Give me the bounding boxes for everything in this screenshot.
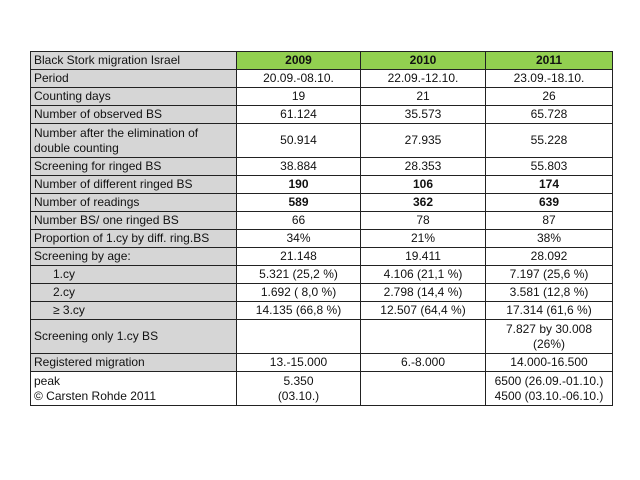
cell-2010 [361, 320, 486, 354]
cell-2009 [237, 372, 361, 406]
row-label-line-2: double counting [34, 140, 119, 155]
row-label: Proportion of 1.cy by diff. ring.BS [31, 230, 237, 248]
cell-2011 [486, 320, 613, 354]
table-row [31, 266, 613, 284]
cell-2011: 7.197 (25,6 %) [486, 266, 613, 284]
cell-2011: 65.728 [486, 106, 613, 124]
cell-2010: 106 [361, 176, 486, 194]
row-label: Number BS/ one ringed BS [31, 212, 237, 230]
cell-2010: 28.353 [361, 158, 486, 176]
row-label: Screening only 1.cy BS [31, 320, 237, 354]
cell-2011: 55.228 [486, 124, 613, 158]
row-label: 1.cy [31, 266, 237, 284]
cell-2010 [361, 372, 486, 406]
cell-2009: 190 [237, 176, 361, 194]
cell-2011: 26 [486, 88, 613, 106]
table-row [31, 158, 613, 176]
cell-2011 [486, 372, 613, 406]
cell-2009 [237, 320, 361, 354]
cell-2010: 27.935 [361, 124, 486, 158]
cell-2011-line-1: 6500 (26.09.-01.10.) [494, 373, 604, 388]
cell-2010: 2.798 (14,4 %) [361, 284, 486, 302]
row-label: Counting days [31, 88, 237, 106]
table-row [31, 124, 613, 158]
copyright-label: © Carsten Rohde 2011 [34, 388, 157, 403]
cell-2011: 38% [486, 230, 613, 248]
cell-2011-line-1: 7.827 by 30.008 [505, 321, 593, 336]
cell-2009: 34% [237, 230, 361, 248]
cell-2009: 61.124 [237, 106, 361, 124]
row-label: ≥ 3.cy [31, 302, 237, 320]
cell-2011: 3.581 (12,8 %) [486, 284, 613, 302]
cell-2009: 14.135 (66,8 %) [237, 302, 361, 320]
table-row [31, 88, 613, 106]
table-row [31, 302, 613, 320]
cell-2009: 5.321 (25,2 %) [237, 266, 361, 284]
cell-2010: 4.106 (21,1 %) [361, 266, 486, 284]
cell-2010: 21% [361, 230, 486, 248]
header-row [31, 52, 613, 70]
row-label: Period [31, 70, 237, 88]
black-stork-migration-table [30, 51, 613, 406]
row-label [31, 124, 237, 158]
year-2010-header: 2010 [361, 52, 486, 70]
row-label [31, 372, 237, 406]
cell-2009: 38.884 [237, 158, 361, 176]
cell-2010: 12.507 (64,4 %) [361, 302, 486, 320]
peak-label: peak [34, 373, 61, 388]
cell-2009: 13.-15.000 [237, 354, 361, 372]
cell-2011-line-2: 4500 (03.10.-06.10.) [494, 388, 604, 403]
table-row [31, 212, 613, 230]
row-label: Number of observed BS [31, 106, 237, 124]
cell-2011: 28.092 [486, 248, 613, 266]
table-row [31, 106, 613, 124]
row-label: Number of readings [31, 194, 237, 212]
cell-2011-line-2: (26%) [532, 336, 565, 351]
cell-2011: 14.000-16.500 [486, 354, 613, 372]
cell-2010: 21 [361, 88, 486, 106]
cell-2011: 639 [486, 194, 613, 212]
year-2011-header: 2011 [486, 52, 613, 70]
table-row [31, 248, 613, 266]
row-label: 2.cy [31, 284, 237, 302]
row-label-line-1: Number after the elimination of [34, 125, 199, 140]
row-label: Registered migration [31, 354, 237, 372]
row-label: Screening by age: [31, 248, 237, 266]
cell-2009: 589 [237, 194, 361, 212]
cell-2010: 35.573 [361, 106, 486, 124]
cell-2009-line-2: (03.10.) [277, 388, 320, 403]
cell-2009: 20.09.-08.10. [237, 70, 361, 88]
row-label: Screening for ringed BS [31, 158, 237, 176]
cell-2009: 66 [237, 212, 361, 230]
cell-2011: 23.09.-18.10. [486, 70, 613, 88]
cell-2011: 174 [486, 176, 613, 194]
table-row [31, 284, 613, 302]
table-row [31, 372, 613, 406]
cell-2009: 50.914 [237, 124, 361, 158]
table-row [31, 354, 613, 372]
cell-2010: 19.411 [361, 248, 486, 266]
cell-2009-line-1: 5.350 [283, 373, 314, 388]
table-row [31, 194, 613, 212]
cell-2009: 19 [237, 88, 361, 106]
cell-2011: 87 [486, 212, 613, 230]
table-row [31, 70, 613, 88]
cell-2011: 55.803 [486, 158, 613, 176]
cell-2009: 21.148 [237, 248, 361, 266]
table-row [31, 230, 613, 248]
table-row [31, 176, 613, 194]
cell-2010: 6.-8.000 [361, 354, 486, 372]
cell-2010: 22.09.-12.10. [361, 70, 486, 88]
row-label: Number of different ringed BS [31, 176, 237, 194]
cell-2009: 1.692 ( 8,0 %) [237, 284, 361, 302]
year-2009-header: 2009 [237, 52, 361, 70]
cell-2010: 362 [361, 194, 486, 212]
table-row [31, 320, 613, 354]
cell-2010: 78 [361, 212, 486, 230]
table-title: Black Stork migration Israel [31, 52, 237, 70]
cell-2011: 17.314 (61,6 %) [486, 302, 613, 320]
